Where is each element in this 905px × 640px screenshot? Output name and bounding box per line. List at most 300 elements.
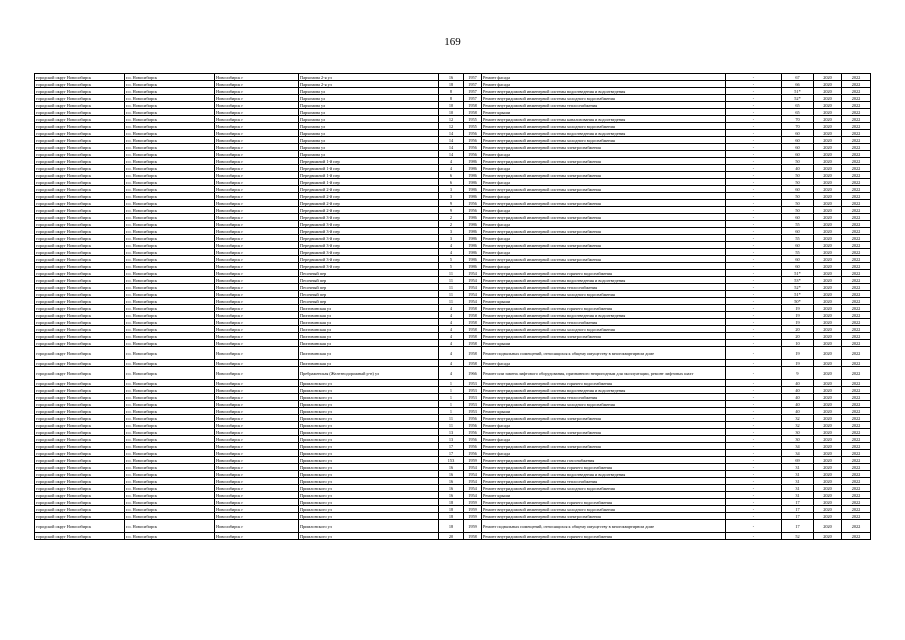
district-cell: г.о. Новосибирск <box>125 394 215 401</box>
municipality-cell: городской округ Новосибирск <box>35 242 125 249</box>
district-cell: г.о. Новосибирск <box>125 347 215 360</box>
house-number-cell: 1 <box>439 394 464 401</box>
house-number-cell: 4 <box>439 158 464 165</box>
house-number-cell: 4 <box>439 242 464 249</box>
dash-cell: - <box>726 179 782 186</box>
wear-cell: 66 <box>782 81 814 88</box>
municipality-cell: городской округ Новосибирск <box>35 464 125 471</box>
city-cell: Новосибирск г <box>215 450 299 457</box>
dash-cell: - <box>726 200 782 207</box>
table-row <box>35 102 871 109</box>
city-cell: Новосибирск г <box>215 492 299 499</box>
municipality-cell: городской округ Новосибирск <box>35 485 125 492</box>
table-row <box>35 533 871 540</box>
table-row <box>35 179 871 186</box>
work-type-cell: Ремонт внутридомовой инженерной системы горячего водоснабжения <box>482 380 726 387</box>
start-year-cell: 2020 <box>814 471 842 478</box>
city-cell: Новосибирск г <box>215 291 299 298</box>
start-year-cell: 2020 <box>814 81 842 88</box>
dash-cell: - <box>726 533 782 540</box>
start-year-cell: 2020 <box>814 478 842 485</box>
start-year-cell: 2020 <box>814 242 842 249</box>
house-number-cell: 4 <box>439 249 464 256</box>
end-year-cell: 2022 <box>842 193 871 200</box>
municipality-cell: городской округ Новосибирск <box>35 478 125 485</box>
municipality-cell: городской округ Новосибирск <box>35 305 125 312</box>
district-cell: г.о. Новосибирск <box>125 443 215 450</box>
year-cell: 1954 <box>464 478 482 485</box>
table-row <box>35 116 871 123</box>
end-year-cell: 2022 <box>842 256 871 263</box>
city-cell: Новосибирск г <box>215 478 299 485</box>
end-year-cell: 2022 <box>842 123 871 130</box>
district-cell: г.о. Новосибирск <box>125 81 215 88</box>
city-cell: Новосибирск г <box>215 130 299 137</box>
work-type-cell: Ремонт внутридомовой инженерной системы электроснабжения <box>482 144 726 151</box>
table-row <box>35 144 871 151</box>
district-cell: г.о. Новосибирск <box>125 179 215 186</box>
municipality-cell: городской округ Новосибирск <box>35 158 125 165</box>
city-cell: Новосибирск г <box>215 520 299 533</box>
year-cell: 1956 <box>464 207 482 214</box>
street-cell: Передвижной 3-й пер <box>299 256 439 263</box>
work-type-cell: Ремонт внутридомовой инженерной системы водоотведения и водоотведения <box>482 130 726 137</box>
year-cell: 1986 <box>464 235 482 242</box>
year-cell: 1986 <box>464 172 482 179</box>
city-cell: Новосибирск г <box>215 513 299 520</box>
table-row <box>35 221 871 228</box>
street-cell: Примлонского ул <box>299 450 439 457</box>
district-cell: г.о. Новосибирск <box>125 158 215 165</box>
district-cell: г.о. Новосибирск <box>125 172 215 179</box>
wear-cell: 19 <box>782 305 814 312</box>
year-cell: 1958 <box>464 533 482 540</box>
district-cell: г.о. Новосибирск <box>125 506 215 513</box>
work-type-cell: Ремонт внутридомовой инженерной системы электроснабжения <box>482 513 726 520</box>
city-cell: Новосибирск г <box>215 256 299 263</box>
dash-cell: - <box>726 249 782 256</box>
municipality-cell: городской округ Новосибирск <box>35 380 125 387</box>
year-cell: 1953 <box>464 394 482 401</box>
wear-cell: 31 <box>782 464 814 471</box>
district-cell: г.о. Новосибирск <box>125 408 215 415</box>
table-row <box>35 263 871 270</box>
wear-cell: 20 <box>782 326 814 333</box>
year-cell: 1954 <box>464 270 482 277</box>
table-row <box>35 450 871 457</box>
municipality-cell: городской округ Новосибирск <box>35 415 125 422</box>
street-cell: Пархомова ул <box>299 109 439 116</box>
start-year-cell: 2020 <box>814 457 842 464</box>
wear-cell: 60 <box>782 242 814 249</box>
wear-cell: 40 <box>782 408 814 415</box>
work-type-cell: Ремонт крыши <box>482 298 726 305</box>
municipality-cell: городской округ Новосибирск <box>35 228 125 235</box>
dash-cell: - <box>726 333 782 340</box>
work-type-cell: Ремонт внутридомовой инженерной системы водоотведения и водоотведения <box>482 277 726 284</box>
street-cell: Примлонского ул <box>299 422 439 429</box>
wear-cell: 34 <box>782 443 814 450</box>
wear-cell: 19 <box>782 360 814 367</box>
work-type-cell: Ремонт внутридомовой инженерной системы горячего водоснабжения <box>482 305 726 312</box>
year-cell: 1953 <box>464 380 482 387</box>
wear-cell: 60 <box>782 214 814 221</box>
table-row <box>35 464 871 471</box>
wear-cell: 32 <box>782 422 814 429</box>
table-row <box>35 319 871 326</box>
municipality-cell: городской округ Новосибирск <box>35 207 125 214</box>
city-cell: Новосибирск г <box>215 151 299 158</box>
dash-cell: - <box>726 193 782 200</box>
wear-cell: 20 <box>782 333 814 340</box>
wear-cell: 31 <box>782 478 814 485</box>
work-type-cell: Ремонт крыши <box>482 340 726 347</box>
year-cell: 1956 <box>464 415 482 422</box>
district-cell: г.о. Новосибирск <box>125 367 215 380</box>
start-year-cell: 2020 <box>814 443 842 450</box>
start-year-cell: 2020 <box>814 256 842 263</box>
wear-cell: 30 <box>782 429 814 436</box>
end-year-cell: 2022 <box>842 347 871 360</box>
district-cell: г.о. Новосибирск <box>125 380 215 387</box>
street-cell: Передвижной 3-й пер <box>299 228 439 235</box>
house-number-cell: 1 <box>439 401 464 408</box>
dash-cell: - <box>726 401 782 408</box>
work-type-cell: Ремонт внутридомовой инженерной системы горячего водоснабжения <box>482 464 726 471</box>
work-type-cell: Ремонт фасада <box>482 81 726 88</box>
work-type-cell: Ремонт фасада <box>482 450 726 457</box>
end-year-cell: 2022 <box>842 367 871 380</box>
wear-cell: 40 <box>782 401 814 408</box>
district-cell: г.о. Новосибирск <box>125 520 215 533</box>
end-year-cell: 2022 <box>842 360 871 367</box>
wear-cell: 69 <box>782 457 814 464</box>
district-cell: г.о. Новосибирск <box>125 319 215 326</box>
start-year-cell: 2020 <box>814 513 842 520</box>
city-cell: Новосибирск г <box>215 102 299 109</box>
street-cell: Пихтовинская ул <box>299 340 439 347</box>
district-cell: г.о. Новосибирск <box>125 74 215 81</box>
city-cell: Новосибирск г <box>215 81 299 88</box>
work-type-cell: Ремонт фасада <box>482 422 726 429</box>
house-number-cell: 20 <box>439 533 464 540</box>
district-cell: г.о. Новосибирск <box>125 436 215 443</box>
street-cell: Примлонского ул <box>299 429 439 436</box>
city-cell: Новосибирск г <box>215 464 299 471</box>
street-cell: Передвижной 2-й пер <box>299 200 439 207</box>
end-year-cell: 2022 <box>842 81 871 88</box>
start-year-cell: 2020 <box>814 506 842 513</box>
year-cell: 1986 <box>464 228 482 235</box>
municipality-cell: городской округ Новосибирск <box>35 319 125 326</box>
municipality-cell: городской округ Новосибирск <box>35 214 125 221</box>
municipality-cell: городской округ Новосибирск <box>35 277 125 284</box>
work-type-cell: Ремонт внутридомовой инженерной системы холодного водоснабжения <box>482 326 726 333</box>
house-number-cell: 4 <box>439 360 464 367</box>
work-type-cell: Ремонт внутридомовой инженерной системы газоснабжения <box>482 457 726 464</box>
district-cell: г.о. Новосибирск <box>125 401 215 408</box>
wear-cell: 67 <box>782 74 814 81</box>
table-row <box>35 291 871 298</box>
dash-cell: - <box>726 408 782 415</box>
wear-cell: 51* <box>782 270 814 277</box>
municipality-cell: городской округ Новосибирск <box>35 298 125 305</box>
street-cell: Пихтовинская ул <box>299 326 439 333</box>
municipality-cell: городской округ Новосибирск <box>35 340 125 347</box>
dash-cell: - <box>726 256 782 263</box>
district-cell: г.о. Новосибирск <box>125 263 215 270</box>
house-number-cell: 3 <box>439 193 464 200</box>
work-type-cell: Ремонт крыши <box>482 492 726 499</box>
end-year-cell: 2022 <box>842 305 871 312</box>
city-cell: Новосибирск г <box>215 179 299 186</box>
end-year-cell: 2022 <box>842 499 871 506</box>
street-cell: Передвижной 3-й пер <box>299 263 439 270</box>
table-row <box>35 520 871 533</box>
end-year-cell: 2022 <box>842 277 871 284</box>
wear-cell: 34 <box>782 450 814 457</box>
work-type-cell: Ремонт фасада <box>482 165 726 172</box>
start-year-cell: 2020 <box>814 415 842 422</box>
house-number-cell: 16 <box>439 485 464 492</box>
municipality-cell: городской округ Новосибирск <box>35 347 125 360</box>
municipality-cell: городской округ Новосибирск <box>35 387 125 394</box>
municipality-cell: городской округ Новосибирск <box>35 367 125 380</box>
dash-cell: - <box>726 81 782 88</box>
district-cell: г.о. Новосибирск <box>125 478 215 485</box>
end-year-cell: 2022 <box>842 457 871 464</box>
start-year-cell: 2020 <box>814 172 842 179</box>
city-cell: Новосибирск г <box>215 172 299 179</box>
city-cell: Новосибирск г <box>215 408 299 415</box>
dash-cell: - <box>726 88 782 95</box>
municipality-cell: городской округ Новосибирск <box>35 102 125 109</box>
work-type-cell: Ремонт внутридомовой инженерной системы электроснабжения <box>482 242 726 249</box>
year-cell: 1953 <box>464 401 482 408</box>
street-cell: Пребраженская (Железнодорожный р-н) ул <box>299 367 439 380</box>
work-type-cell: Ремонт внутридомовой инженерной системы холодного водоснабжения <box>482 291 726 298</box>
city-cell: Новосибирск г <box>215 116 299 123</box>
year-cell: 1958 <box>464 333 482 340</box>
dash-cell: - <box>726 221 782 228</box>
dash-cell: - <box>726 340 782 347</box>
dash-cell: - <box>726 270 782 277</box>
city-cell: Новосибирск г <box>215 137 299 144</box>
house-number-cell: 5 <box>439 263 464 270</box>
dash-cell: - <box>726 130 782 137</box>
year-cell: 1957 <box>464 81 482 88</box>
wear-cell: 19 <box>782 347 814 360</box>
municipality-cell: городской округ Новосибирск <box>35 137 125 144</box>
year-cell: 1959 <box>464 513 482 520</box>
work-type-cell: Ремонт внутридомовой инженерной системы горячего водоснабжения <box>482 533 726 540</box>
district-cell: г.о. Новосибирск <box>125 242 215 249</box>
city-cell: Новосибирск г <box>215 298 299 305</box>
work-type-cell: Ремонт внутридомовой инженерной системы холодного водоснабжения <box>482 137 726 144</box>
year-cell: 1986 <box>464 242 482 249</box>
capital-repair-table <box>34 73 871 540</box>
work-type-cell: Ремонт внутридомовой инженерной системы холодного водоснабжения <box>482 401 726 408</box>
house-number-cell: 4 <box>439 340 464 347</box>
work-type-cell: Ремонт внутридомовой инженерной системы электроснабжения <box>482 214 726 221</box>
table-row <box>35 394 871 401</box>
district-cell: г.о. Новосибирск <box>125 137 215 144</box>
dash-cell: - <box>726 74 782 81</box>
table-row <box>35 367 871 380</box>
dash-cell: - <box>726 506 782 513</box>
city-cell: Новосибирск г <box>215 305 299 312</box>
municipality-cell: городской округ Новосибирск <box>35 457 125 464</box>
street-cell: Примлонского ул <box>299 394 439 401</box>
street-cell: Примлонского ул <box>299 506 439 513</box>
dash-cell: - <box>726 291 782 298</box>
work-type-cell: Ремонт внутридомовой инженерной системы электроснабжения <box>482 333 726 340</box>
house-number-cell: 14 <box>439 151 464 158</box>
wear-cell: 9 <box>782 367 814 380</box>
district-cell: г.о. Новосибирск <box>125 256 215 263</box>
year-cell: 1986 <box>464 158 482 165</box>
municipality-cell: городской округ Новосибирск <box>35 81 125 88</box>
end-year-cell: 2022 <box>842 408 871 415</box>
work-type-cell: Ремонт внутридомовой инженерной системы канализования и водоотведения <box>482 116 726 123</box>
street-cell: Примлонского ул <box>299 533 439 540</box>
street-cell: Пархомова ул <box>299 137 439 144</box>
dash-cell: - <box>726 464 782 471</box>
table-row <box>35 123 871 130</box>
end-year-cell: 2022 <box>842 263 871 270</box>
house-number-cell: 13 <box>439 429 464 436</box>
city-cell: Новосибирск г <box>215 360 299 367</box>
year-cell: 1954 <box>464 471 482 478</box>
wear-cell: 60 <box>782 137 814 144</box>
municipality-cell: городской округ Новосибирск <box>35 499 125 506</box>
house-number-cell: 5 <box>439 256 464 263</box>
city-cell: Новосибирск г <box>215 387 299 394</box>
start-year-cell: 2020 <box>814 520 842 533</box>
end-year-cell: 2022 <box>842 422 871 429</box>
end-year-cell: 2022 <box>842 380 871 387</box>
table-row <box>35 387 871 394</box>
municipality-cell: городской округ Новосибирск <box>35 471 125 478</box>
city-cell: Новосибирск г <box>215 242 299 249</box>
municipality-cell: городской округ Новосибирск <box>35 200 125 207</box>
dash-cell: - <box>726 214 782 221</box>
table-row <box>35 457 871 464</box>
city-cell: Новосибирск г <box>215 186 299 193</box>
year-cell: 1954 <box>464 485 482 492</box>
start-year-cell: 2020 <box>814 367 842 380</box>
start-year-cell: 2020 <box>814 186 842 193</box>
year-cell: 1956 <box>464 137 482 144</box>
district-cell: г.о. Новосибирск <box>125 235 215 242</box>
work-type-cell: Ремонт внутридомовой инженерной системы электроснабжения <box>482 228 726 235</box>
end-year-cell: 2022 <box>842 312 871 319</box>
house-number-cell: 11 <box>439 291 464 298</box>
start-year-cell: 2020 <box>814 270 842 277</box>
street-cell: Передвижной 1-й пер <box>299 172 439 179</box>
end-year-cell: 2022 <box>842 485 871 492</box>
street-cell: Песочный пер <box>299 298 439 305</box>
district-cell: г.о. Новосибирск <box>125 200 215 207</box>
end-year-cell: 2022 <box>842 284 871 291</box>
start-year-cell: 2020 <box>814 123 842 130</box>
table-row <box>35 74 871 81</box>
table-row <box>35 193 871 200</box>
table-row <box>35 242 871 249</box>
start-year-cell: 2020 <box>814 137 842 144</box>
work-type-cell: Ремонт внутридомовой инженерной системы теплоснабжения <box>482 394 726 401</box>
year-cell: 1956 <box>464 144 482 151</box>
house-number-cell: 4 <box>439 367 464 380</box>
municipality-cell: городской округ Новосибирск <box>35 408 125 415</box>
year-cell: 1953 <box>464 387 482 394</box>
wear-cell: 31 <box>782 492 814 499</box>
dash-cell: - <box>726 312 782 319</box>
house-number-cell: 14 <box>439 130 464 137</box>
table-row <box>35 81 871 88</box>
wear-cell: 50 <box>782 193 814 200</box>
city-cell: Новосибирск г <box>215 235 299 242</box>
year-cell: 1958 <box>464 326 482 333</box>
dash-cell: - <box>726 144 782 151</box>
city-cell: Новосибирск г <box>215 333 299 340</box>
house-number-cell: 12 <box>439 116 464 123</box>
end-year-cell: 2022 <box>842 228 871 235</box>
start-year-cell: 2020 <box>814 312 842 319</box>
dash-cell: - <box>726 347 782 360</box>
table-row <box>35 214 871 221</box>
table-row <box>35 158 871 165</box>
start-year-cell: 2020 <box>814 340 842 347</box>
end-year-cell: 2022 <box>842 186 871 193</box>
dash-cell: - <box>726 263 782 270</box>
start-year-cell: 2020 <box>814 88 842 95</box>
year-cell: 1986 <box>464 193 482 200</box>
street-cell: Пихтовинская ул <box>299 333 439 340</box>
year-cell: 1959 <box>464 520 482 533</box>
start-year-cell: 2020 <box>814 221 842 228</box>
end-year-cell: 2022 <box>842 249 871 256</box>
wear-cell: 60 <box>782 151 814 158</box>
year-cell: 1955 <box>464 116 482 123</box>
dash-cell: - <box>726 235 782 242</box>
district-cell: г.о. Новосибирск <box>125 249 215 256</box>
house-number-cell: 16 <box>439 492 464 499</box>
work-type-cell: Ремонт внутридомовой инженерной системы электроснабжения <box>482 200 726 207</box>
work-type-cell: Ремонт фасада <box>482 249 726 256</box>
wear-cell: 50 <box>782 172 814 179</box>
work-type-cell: Ремонт внутридомовой инженерной системы холодного водоснабжения <box>482 485 726 492</box>
dash-cell: - <box>726 326 782 333</box>
year-cell: 1958 <box>464 319 482 326</box>
start-year-cell: 2020 <box>814 249 842 256</box>
city-cell: Новосибирск г <box>215 312 299 319</box>
work-type-cell: Ремонт внутридомовой инженерной системы горячего водоснабжения <box>482 499 726 506</box>
year-cell: 1954 <box>464 284 482 291</box>
house-number-cell: 16 <box>439 74 464 81</box>
start-year-cell: 2020 <box>814 116 842 123</box>
work-type-cell: Ремонт внутридомовой инженерной системы горячего водоснабжения <box>482 270 726 277</box>
house-number-cell: 18 <box>439 499 464 506</box>
wear-cell: 55 <box>782 249 814 256</box>
municipality-cell: городской округ Новосибирск <box>35 263 125 270</box>
end-year-cell: 2022 <box>842 102 871 109</box>
wear-cell: 55 <box>782 221 814 228</box>
end-year-cell: 2022 <box>842 401 871 408</box>
year-cell: 1986 <box>464 221 482 228</box>
start-year-cell: 2020 <box>814 214 842 221</box>
year-cell: 1958 <box>464 305 482 312</box>
